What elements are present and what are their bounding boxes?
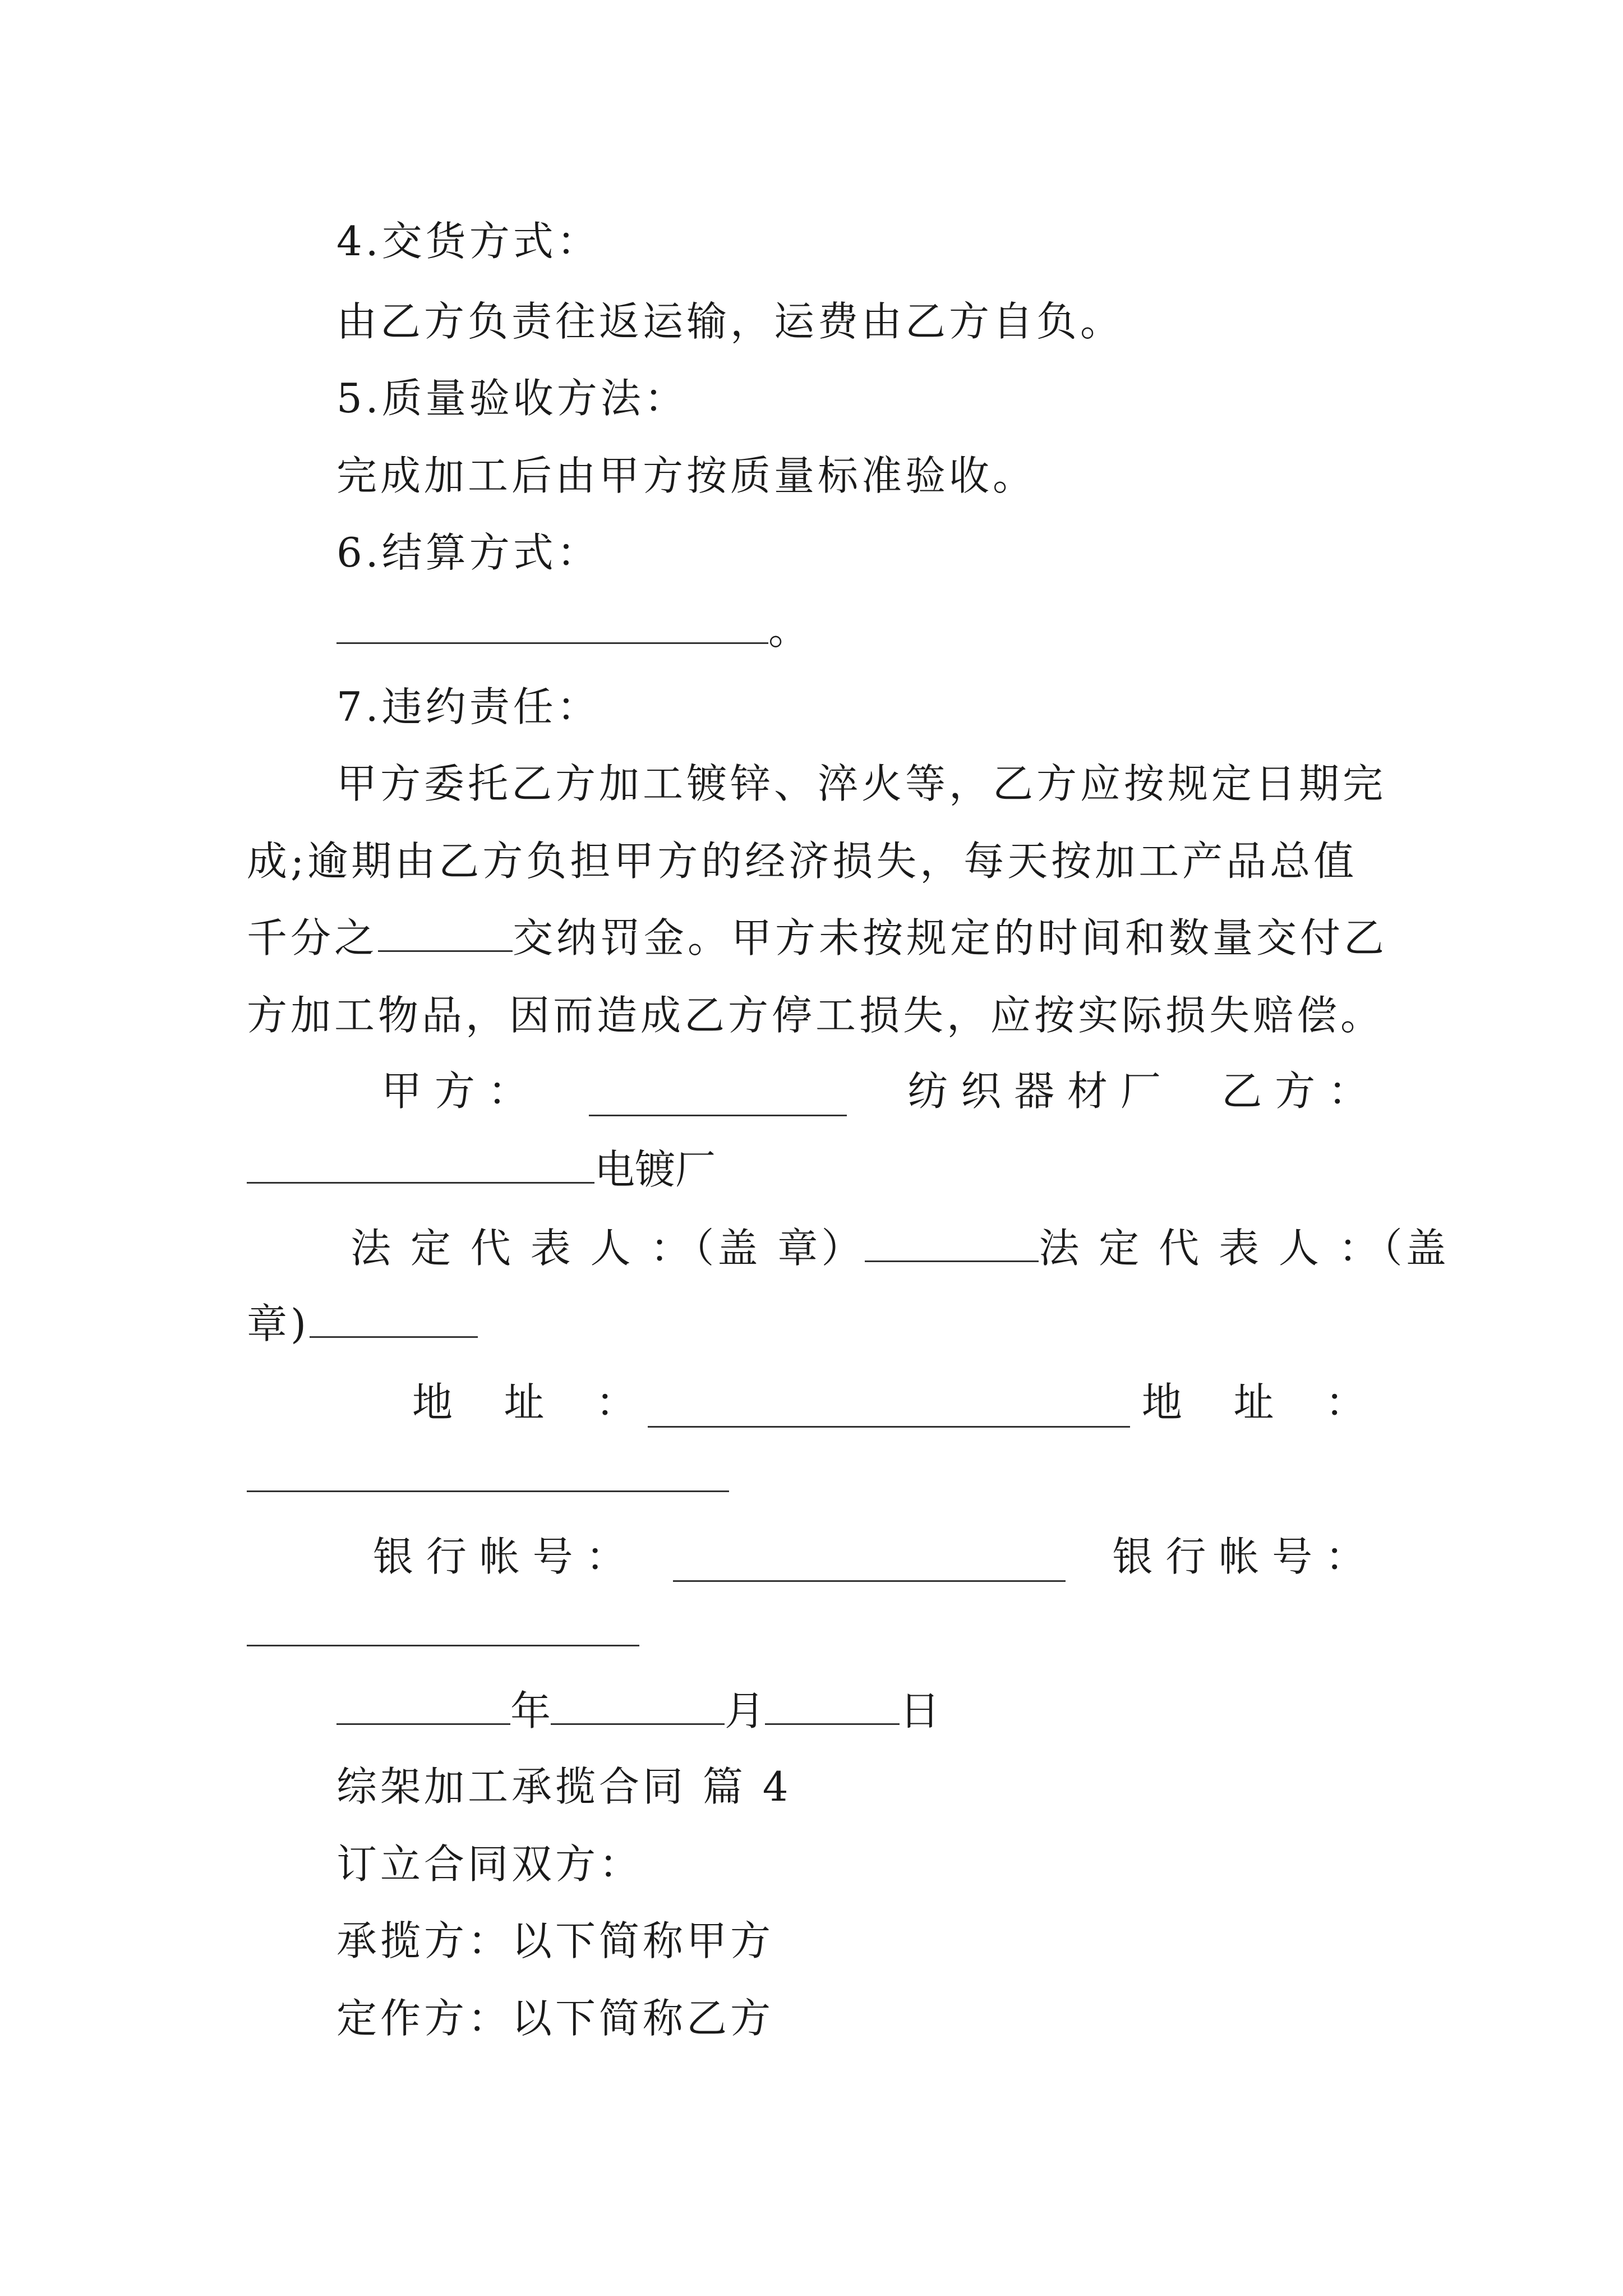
section-title: 综架加工承揽合同 篇 4 — [336, 1763, 792, 1810]
penalty-suffix: 交纳罚金。甲方未按规定的时间和数量交付乙 — [513, 914, 1388, 961]
bank-a-label: 银 行 帐 号 ： — [373, 1533, 626, 1580]
rep-b-cont-label: 章) — [247, 1300, 310, 1347]
address-b-line — [247, 1453, 729, 1503]
clause-6-blank-line — [336, 605, 812, 655]
rep-a-blank — [865, 1226, 1039, 1262]
party-a-name: 纺 织 器 材 厂 — [907, 1068, 1161, 1115]
clause-5-text: 完成加工后由甲方按质量标准验收。 — [336, 452, 1037, 499]
party-b-name: 电镀厂 — [594, 1146, 716, 1193]
clause-5-heading: 5.质量验收方法： — [336, 375, 688, 422]
bank-b-line — [247, 1607, 639, 1658]
party-a-blank — [589, 1080, 847, 1116]
addr-a-label: 地 址 ： — [412, 1379, 637, 1426]
rep-b-label: 法 定 代 表 人 ：（盖 — [1039, 1225, 1450, 1272]
party-b-line — [247, 1144, 716, 1195]
penalty-prefix: 千分之 — [247, 914, 379, 961]
rep-row — [351, 1223, 1450, 1273]
rep-a-label: 法 定 代 表 人 ：（盖 章） — [351, 1225, 865, 1272]
month-blank — [551, 1688, 725, 1725]
contractor-line: 承揽方：以下简称甲方 — [336, 1917, 774, 1964]
date-line — [336, 1686, 940, 1736]
clause-7-para-line-1: 甲方委托乙方加工镀锌、淬火等，乙方应按规定日期完 — [336, 760, 1387, 807]
clause-7-para-line-2: 成;逾期由乙方负担甲方的经济损失，每天按加工产品总值 — [247, 838, 1358, 885]
party-b-label: 乙 方 ： — [1221, 1068, 1368, 1115]
settlement-blank — [336, 608, 768, 644]
penalty-rate-blank — [378, 915, 513, 952]
bank-row — [373, 1531, 1366, 1582]
day-label: 日 — [900, 1687, 940, 1734]
parties-heading: 订立合同双方： — [336, 1841, 643, 1888]
year-label: 年 — [510, 1687, 551, 1734]
orderer-line: 定作方：以下简称乙方 — [336, 1995, 774, 2042]
rep-b-continuation — [247, 1299, 478, 1349]
addr-b-blank — [247, 1456, 729, 1492]
addr-b-label: 地 址 ： — [1141, 1379, 1366, 1426]
party-a-label: 甲 方 ： — [381, 1068, 528, 1115]
party-b-blank — [247, 1147, 594, 1184]
bank-b-label: 银 行 帐 号 ： — [1112, 1533, 1366, 1580]
rep-b-blank — [310, 1301, 478, 1338]
address-row — [412, 1377, 1366, 1428]
day-blank — [765, 1688, 900, 1725]
bank-a-blank — [673, 1545, 1066, 1582]
clause-7-heading: 7.违约责任： — [336, 683, 601, 730]
clause-4-text: 由乙方负责往返运输，运费由乙方自负。 — [336, 298, 1124, 345]
clause-7-para-line-3 — [247, 913, 1387, 963]
bank-b-blank — [247, 1610, 639, 1646]
addr-a-blank — [648, 1391, 1130, 1428]
party-row — [381, 1066, 1368, 1116]
settlement-period: 。 — [768, 606, 813, 654]
month-label: 月 — [725, 1687, 766, 1734]
clause-4-heading: 4.交货方式： — [336, 218, 601, 265]
clause-7-para-line-4: 方加工物品，因而造成乙方停工损失，应按实际损失赔偿。 — [247, 992, 1385, 1039]
clause-6-heading: 6.结算方式： — [336, 529, 601, 576]
year-blank — [336, 1688, 510, 1725]
